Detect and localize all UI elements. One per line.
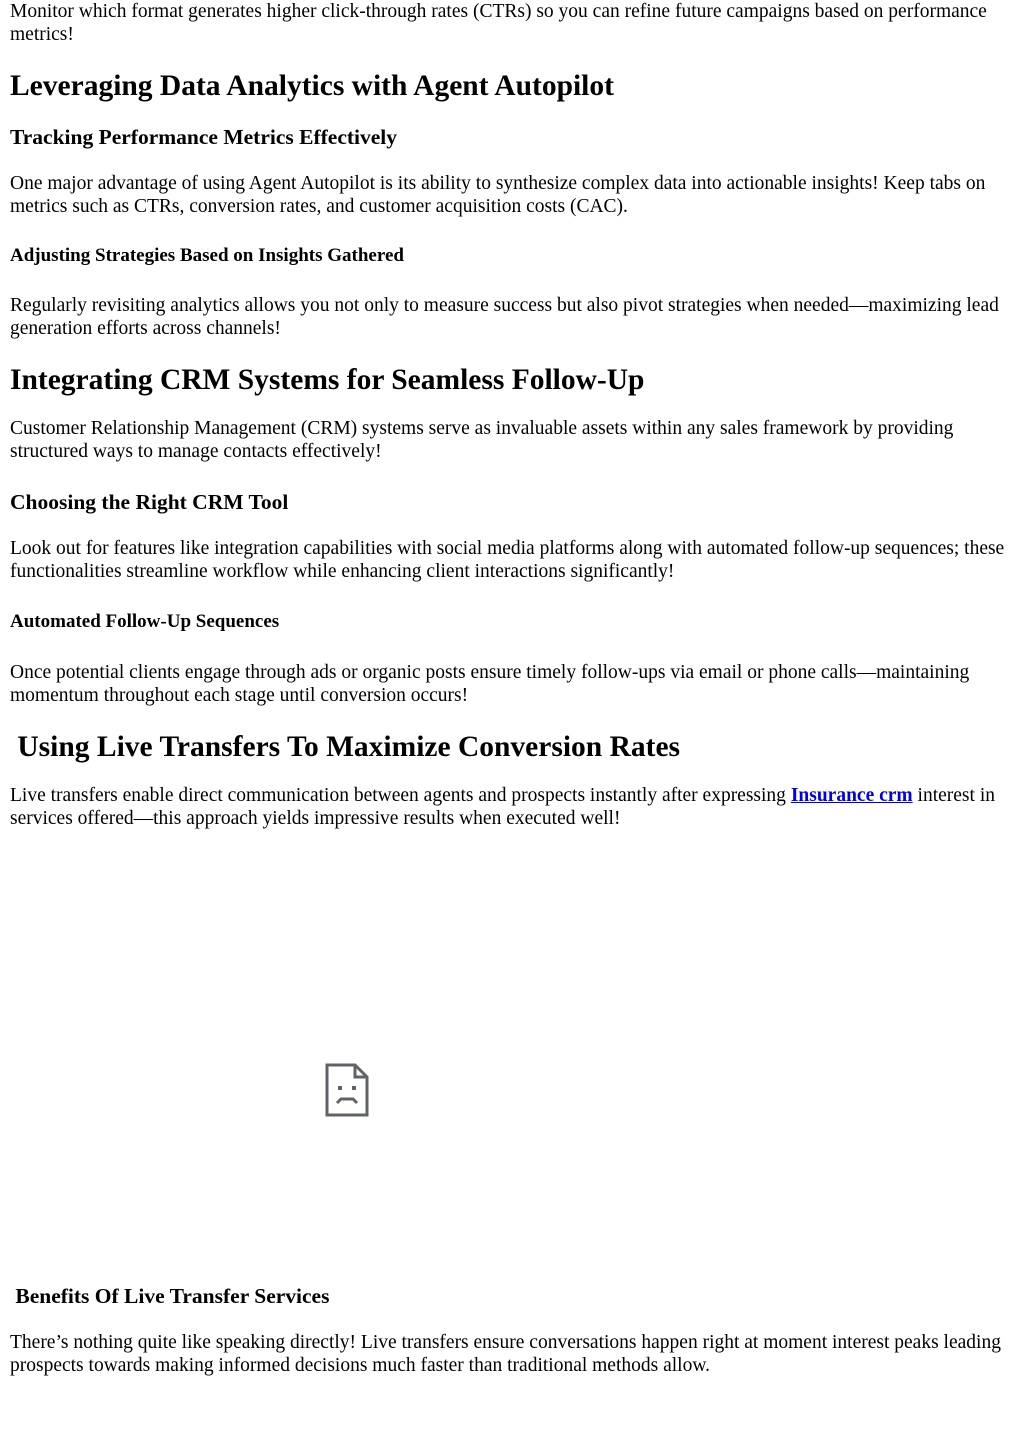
tracking-metrics-heading: Tracking Performance Metrics Effectively (10, 125, 398, 149)
automated-follow-up-paragraph: Once potential clients engage through ads or organic posts ensure timely follow-ups via email or phone calls—maintaining momentum throughout each stage until conversion occurs! (10, 662, 970, 706)
insurance-crm-link[interactable]: Insurance crm (790, 785, 913, 806)
adjusting-strategies-heading: Adjusting Strategies Based on Insights Gathered (10, 245, 404, 266)
crm-heading: Integrating CRM Systems for Seamless Follow-Up (10, 364, 645, 396)
automated-follow-up-heading: Automated Follow-Up Sequences (10, 611, 280, 632)
intro-paragraph: Monitor which format generates higher click-through rates (CTRs) so you can refine future campaigns based on performance metrics! (10, 1, 987, 45)
live-transfers-paragraph (10, 784, 1014, 830)
benefits-paragraph: There’s nothing quite like speaking directly! Live transfers ensure conversations happen right at moment interest peaks leading prospects towards making informed decisions much faster than traditional methods allow. (10, 1332, 1001, 1376)
crm-paragraph: Customer Relationship Management (CRM) systems serve as invaluable assets within any sales framework by providing structured ways to manage contacts effectively! (10, 418, 954, 462)
choosing-crm-heading: Choosing the Right CRM Tool (10, 490, 289, 514)
analytics-heading: Leveraging Data Analytics with Agent Autopilot (10, 70, 614, 102)
broken-image-icon (325, 1063, 369, 1117)
adjusting-strategies-paragraph: Regularly revisiting analytics allows you not only to measure success but also pivot strategies when needed—maximizing lead generation efforts across channels! (10, 295, 999, 339)
choosing-crm-paragraph: Look out for features like integration capabilities with social media platforms along with automated follow-up sequences; these functionalities streamline workflow while enhancing client interactions significantly! (10, 538, 1005, 582)
live-transfers-text-after-link: interest in services offered—this approach yields impressive results when executed well! (10, 785, 995, 829)
live-transfers-heading: Using Live Transfers To Maximize Conversion Rates (10, 731, 681, 763)
live-transfers-text-before-link: Live transfers enable direct communication between agents and prospects instantly after expressing (10, 785, 791, 806)
benefits-heading: Benefits Of Live Transfer Services (10, 1284, 330, 1308)
tracking-metrics-paragraph: One major advantage of using Agent Autopilot is its ability to synthesize complex data into actionable insights! Keep tabs on metrics such as CTRs, conversion rates, and customer acquisition costs (CAC). (10, 173, 986, 217)
